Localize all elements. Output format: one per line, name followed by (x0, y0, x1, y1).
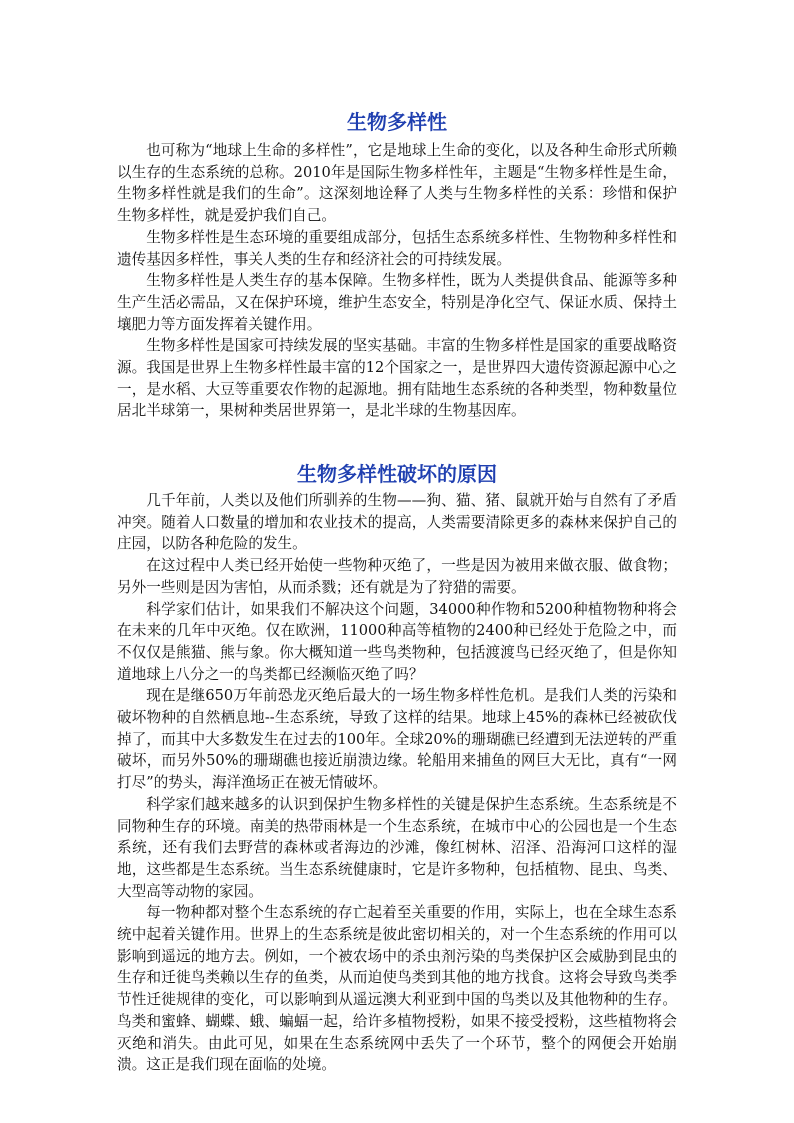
paragraph: 在这过程中人类已经开始使一些物种灭绝了，一些是因为被用来做衣服、做食物；另外一些则是因为害怕，从而杀戮；还有就是为了狩猎的需要。 (117, 557, 677, 596)
section-biodiversity-body (117, 140, 677, 422)
paragraph: 也可称为“地球上生命的多样性”，它是地球上生命的变化，以及各种生命形式所赖以生存的生态系统的总称。2010年是国际生物多样性年，主题是“生物多样性是生命，生物多样性就是我们的生命”。这深刻地诠释了人类与生物多样性的关系：珍惜和保护生物多样性，就是爱护我们自己。 (117, 142, 677, 225)
paragraph: 生物多样性是生态环境的重要组成部分，包括生态系统多样性、生物物种多样性和遗传基因多样性，事关人类的生存和经济社会的可持续发展。 (117, 228, 677, 268)
paragraph: 科学家们估计，如果我们不解决这个问题，34000种作物和5200种植物物种将会在未来的几年中灭绝。仅在欧洲，11000种高等植物的2400种已经处于危险之中，而不仅仅是熊猫、熊与象。你大概知道一些鸟类物种，包括渡渡鸟已经灭绝了，但是你知道地球上八分之一的鸟类都已经濒临灭绝了吗？ (117, 600, 677, 683)
paragraph: 生物多样性是国家可持续发展的坚实基础。丰富的生物多样性是国家的重要战略资源。我国是世界上生物多样性最丰富的12个国家之一，是世界四大遗传资源起源中心之一，是水稻、大豆等重要农作物的起源地。拥有陆地生态系统的各种类型，物种数量位居北半球第一，果树种类居世界第一，是北半球的生物基因库。 (117, 337, 677, 420)
section-causes-body (117, 490, 677, 1076)
paragraph: 科学家们越来越多的认识到保护生物多样性的关键是保护生态系统。生态系统是不同物种生存的环境。南美的热带雨林是一个生态系统，在城市中心的公园也是一个生态系统，还有我们去野营的森林或者海边的沙滩，像红树林、沼泽、沿海河口这样的湿地，这些都是生态系统。当生态系统健康时，它是许多物种，包括植物、昆虫、鸟类、大型高等动物的家园。 (117, 795, 677, 900)
paragraph: 每一物种都对整个生态系统的存亡起着至关重要的作用，实际上，也在全球生态系统中起着关键作用。世界上的生态系统是彼此密切相关的，对一个生态系统的作用可以影响到遥远的地方去。例如，一个被农场中的杀虫剂污染的鸟类保护区会威胁到昆虫的生存和迁徙鸟类赖以生存的鱼类，从而迫使鸟类到其他的地方找食。这将会导致鸟类季节性迁徙规律的变化，可以影响到从遥远澳大利亚到中国的鸟类以及其他物种的生存。鸟类和蜜蜂、蝴蝶、蛾、蝙蝠一起，给许多植物授粉，如果不接受授粉，这些植物将会灭绝和消失。由此可见，如果在生态系统网中丢失了一个环节，整个的网便会开始崩溃。这正是我们现在面临的处境。 (117, 904, 677, 1074)
section-title-causes: 生物多样性破坏的原因 (297, 462, 497, 486)
section-title-biodiversity: 生物多样性 (347, 110, 447, 134)
paragraph: 生物多样性是人类生存的基本保障。生物多样性，既为人类提供食品、能源等多种生产生活必需品，又在保护环境，维护生态安全，特别是净化空气、保证水质、保持土壤肥力等方面发挥着关键作用。 (117, 272, 677, 333)
paragraph: 几千年前，人类以及他们所驯养的生物——狗、猫、猪、鼠就开始与自然有了矛盾冲突。随着人口数量的增加和农业技术的提高，人类需要清除更多的森林来保护自己的庄园，以防各种危险的发生。 (117, 492, 677, 553)
paragraph: 现在是继650万年前恐龙灭绝后最大的一场生物多样性危机。是我们人类的污染和破坏物种的自然栖息地--生态系统，导致了这样的结果。地球上45%的森林已经被砍伐掉了，而其中大多数发生在过去的100年。全球20%的珊瑚礁已经遭到无法逆转的严重破坏，而另外50%的珊瑚礁也接近崩溃边缘。轮船用来捕鱼的网巨大无比，真有“一网打尽”的势头，海洋渔场正在被无情破坏。 (117, 687, 677, 792)
